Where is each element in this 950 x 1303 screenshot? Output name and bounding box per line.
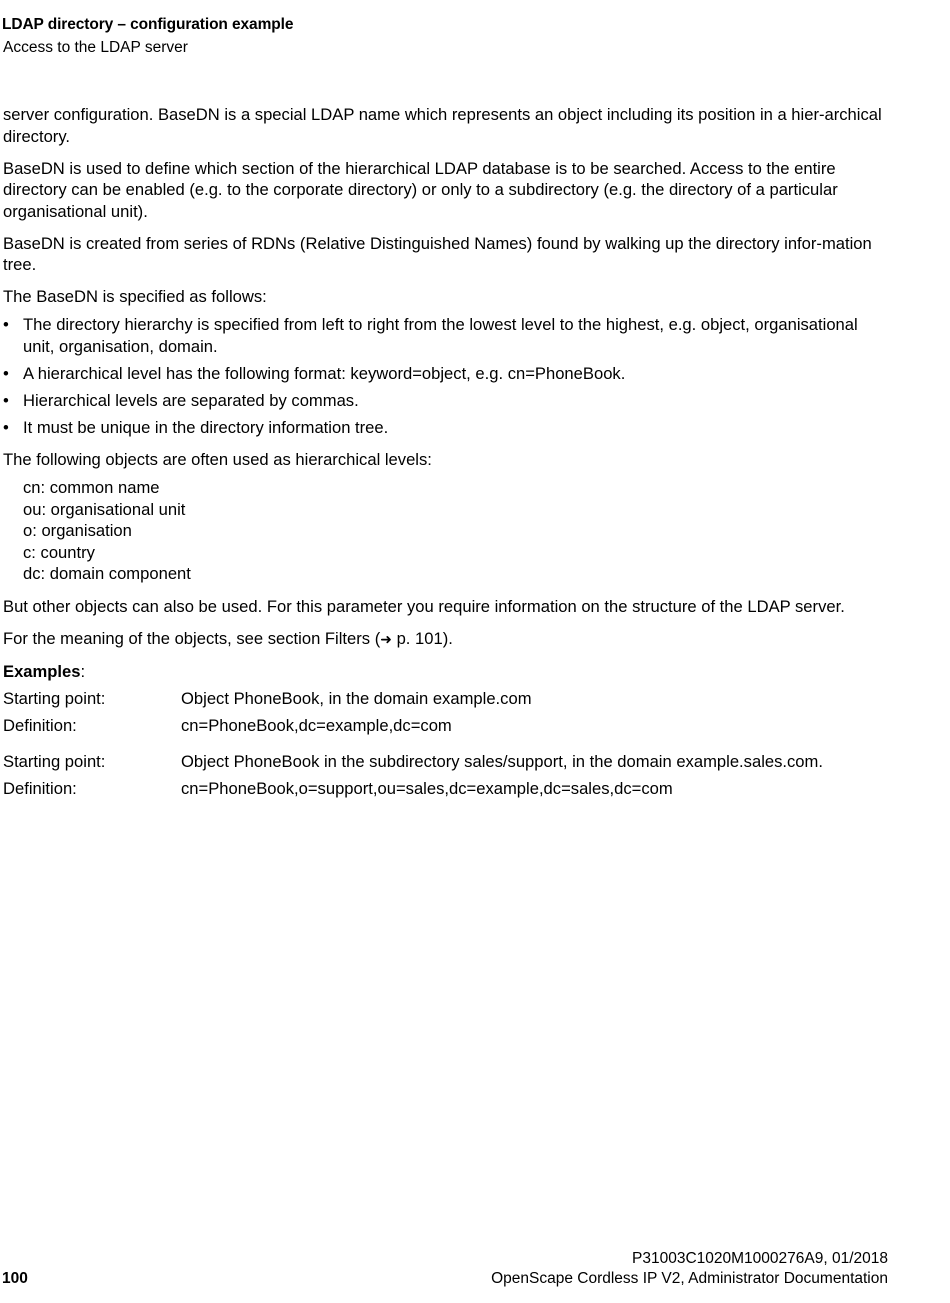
page-body — [3, 104, 893, 805]
bullet-text: The directory hierarchy is specified from left to right from the lowest level to the highest, e.g. object, organisational unit, organisation, domain. — [23, 315, 858, 356]
example-value: cn=PhoneBook,o=support,ou=sales,dc=example,dc=sales,dc=com — [181, 779, 673, 798]
example-label: Starting point: — [3, 752, 106, 771]
object-item: ou: organisational unit — [23, 499, 186, 519]
example-label: Starting point: — [3, 689, 106, 708]
bullet-icon: • — [3, 315, 9, 334]
paragraph-other-objects: But other objects can also be used. For this parameter you require information on the structure of the LDAP server. — [3, 596, 845, 616]
examples-heading-label: Examples — [3, 661, 81, 681]
paragraph-basedn-rdns: BaseDN is created from series of RDNs (Relative Distinguished Names) found by walking up the directory infor-mation tree. — [3, 233, 872, 274]
bullet-icon: • — [3, 390, 9, 410]
footer-doc-title: OpenScape Cordless IP V2, Administrator Documentation — [491, 1270, 888, 1287]
bullet-item — [3, 363, 893, 385]
bullet-text: It must be unique in the directory information tree. — [23, 417, 389, 437]
paragraph-filters-reference — [3, 628, 893, 651]
filters-ref-page[interactable]: p. 101). — [391, 628, 453, 648]
examples-heading — [3, 661, 893, 683]
running-header-title: LDAP directory – configuration example — [2, 16, 294, 33]
example-row — [3, 715, 893, 737]
page-number: 100 — [2, 1270, 28, 1287]
footer-doc-reference: P31003C1020M1000276A9, 01/2018 — [632, 1250, 888, 1267]
example-row — [3, 778, 893, 800]
object-item: o: organisation — [23, 521, 132, 540]
example-label: Definition: — [3, 779, 77, 798]
bullet-icon: • — [3, 417, 9, 437]
bullet-item — [3, 417, 893, 439]
bullet-icon: • — [3, 363, 9, 383]
paragraph-basedn-intro: server configuration. BaseDN is a special LDAP name which represents an object including its position in a hier-archical directory. — [3, 105, 882, 146]
bullet-text: A hierarchical level has the following format: keyword=object, e.g. cn=PhoneBook. — [23, 363, 626, 383]
example-label: Definition: — [3, 716, 77, 735]
filters-ref-text: For the meaning of the objects, see section Filters ( — [3, 628, 381, 648]
running-header-subtitle: Access to the LDAP server — [3, 39, 188, 56]
object-item: c: country — [23, 542, 95, 562]
bullet-item — [3, 390, 893, 412]
object-list — [23, 477, 893, 585]
object-item: dc: domain component — [23, 564, 191, 583]
example-value: Object PhoneBook, in the domain example.com — [181, 689, 532, 708]
object-item: cn: common name — [23, 478, 160, 497]
bullet-item — [3, 314, 893, 357]
paragraph-basedn-spec: The BaseDN is specified as follows: — [3, 287, 267, 306]
arrow-right-icon: ➜ — [380, 630, 392, 647]
example-value: cn=PhoneBook,dc=example,dc=com — [181, 716, 452, 735]
examples-heading-colon: : — [80, 661, 86, 681]
bullet-text: Hierarchical levels are separated by commas. — [23, 390, 359, 410]
bullet-list — [3, 314, 893, 438]
example-row — [3, 688, 893, 710]
example-row — [3, 751, 893, 773]
paragraph-objects-intro: The following objects are often used as hierarchical levels: — [3, 450, 432, 469]
example-value: Object PhoneBook in the subdirectory sales/support, in the domain example.sales.com. — [181, 752, 823, 771]
example-spacer — [3, 742, 893, 751]
paragraph-basedn-usage: BaseDN is used to define which section of the hierarchical LDAP database is to be searched. Access to the entire directory can be enabled (e.g. to the corporate directory) or only to a subdirectory (e.g. the directory of a particular organisational unit). — [3, 158, 838, 221]
